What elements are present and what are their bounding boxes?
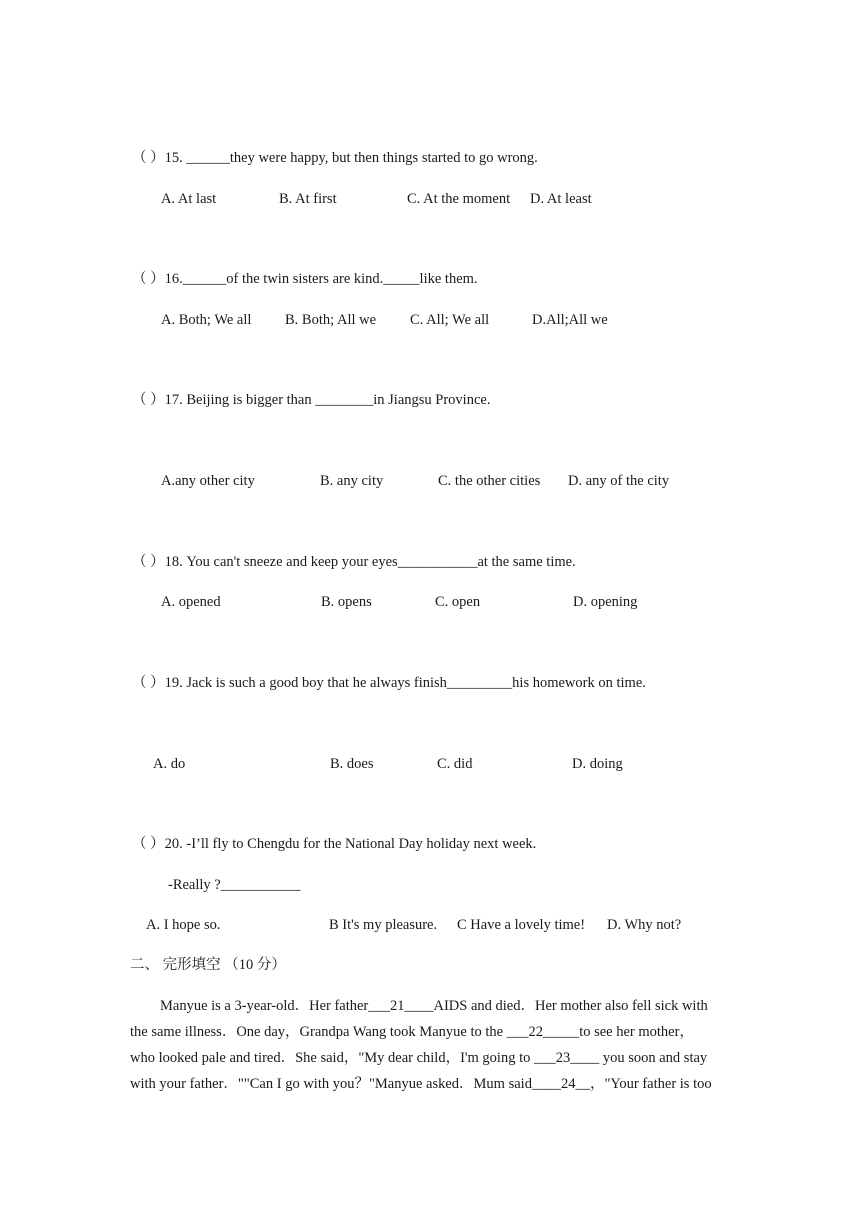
question-18-option-d: D. opening	[573, 594, 638, 610]
section-heading: 二、 完形填空 （10 分）	[130, 957, 286, 973]
passage-line: who looked pale and tired．She said，"My dear child，I'm going to ___23____ you soon and stay	[130, 1050, 708, 1066]
question-16-option-a: A. Both; We all	[161, 312, 252, 328]
question-17-option-c: C. the other cities	[438, 473, 541, 489]
question-19-option-d: D. doing	[572, 756, 623, 772]
question-20-option-b: B It's my pleasure.	[329, 917, 438, 933]
question-15-option-d: D. At least	[530, 191, 592, 207]
question-17-stem: （ ）17. Beijing is bigger than ________in Jiangsu Province.	[132, 392, 491, 408]
passage-line: Manyue is a 3-year-old．Her father___21____AIDS and died．Her mother also fell sick with	[160, 998, 708, 1014]
question-16-option-b: B. Both; All we	[285, 312, 377, 328]
question-16-option-c: C. All; We all	[410, 312, 490, 328]
question-19-stem: （ ）19. Jack is such a good boy that he always finish_________his homework on time.	[132, 675, 646, 691]
question-15-option-a: A. At last	[161, 191, 217, 207]
question-15-option-c: C. At the moment	[407, 191, 511, 207]
question-18-option-c: C. open	[435, 594, 481, 610]
question-20-reply: -Really ?___________	[168, 877, 301, 893]
question-16-option-d: D.All;All we	[532, 312, 608, 328]
question-17-option-b: B. any city	[320, 473, 384, 489]
question-15-option-b: B. At first	[279, 191, 337, 207]
question-19-option-a: A. do	[153, 756, 186, 772]
question-20-option-d: D. Why not?	[607, 917, 682, 933]
cloze-passage	[130, 993, 730, 1097]
question-18-option-b: B. opens	[321, 594, 372, 610]
passage-line: the same illness．One day，Grandpa Wang took Manyue to the ___22_____to see her mother，	[130, 1024, 694, 1040]
question-17-option-d: D. any of the city	[568, 473, 670, 489]
question-18-stem: （ ）18. You can't sneeze and keep your eyes___________at the same time.	[132, 554, 576, 570]
question-15-stem: （ ）15. ______they were happy, but then things started to go wrong.	[132, 150, 538, 166]
question-18-option-a: A. opened	[161, 594, 221, 610]
question-20-stem: （ ）20. -I’ll fly to Chengdu for the National Day holiday next week.	[132, 836, 537, 852]
passage-line: with your father．""Can I go with you？"Manyue asked．Mum said____24__，"Your father is too	[130, 1076, 712, 1092]
question-20-option-c: C Have a lovely time!	[457, 917, 586, 933]
question-20-option-a: A. I hope so.	[146, 917, 221, 933]
question-19-option-b: B. does	[330, 756, 374, 772]
question-17-option-a: A.any other city	[161, 473, 255, 489]
question-16-stem: （ ）16.______of the twin sisters are kind._____like them.	[132, 271, 478, 287]
question-19-option-c: C. did	[437, 756, 473, 772]
